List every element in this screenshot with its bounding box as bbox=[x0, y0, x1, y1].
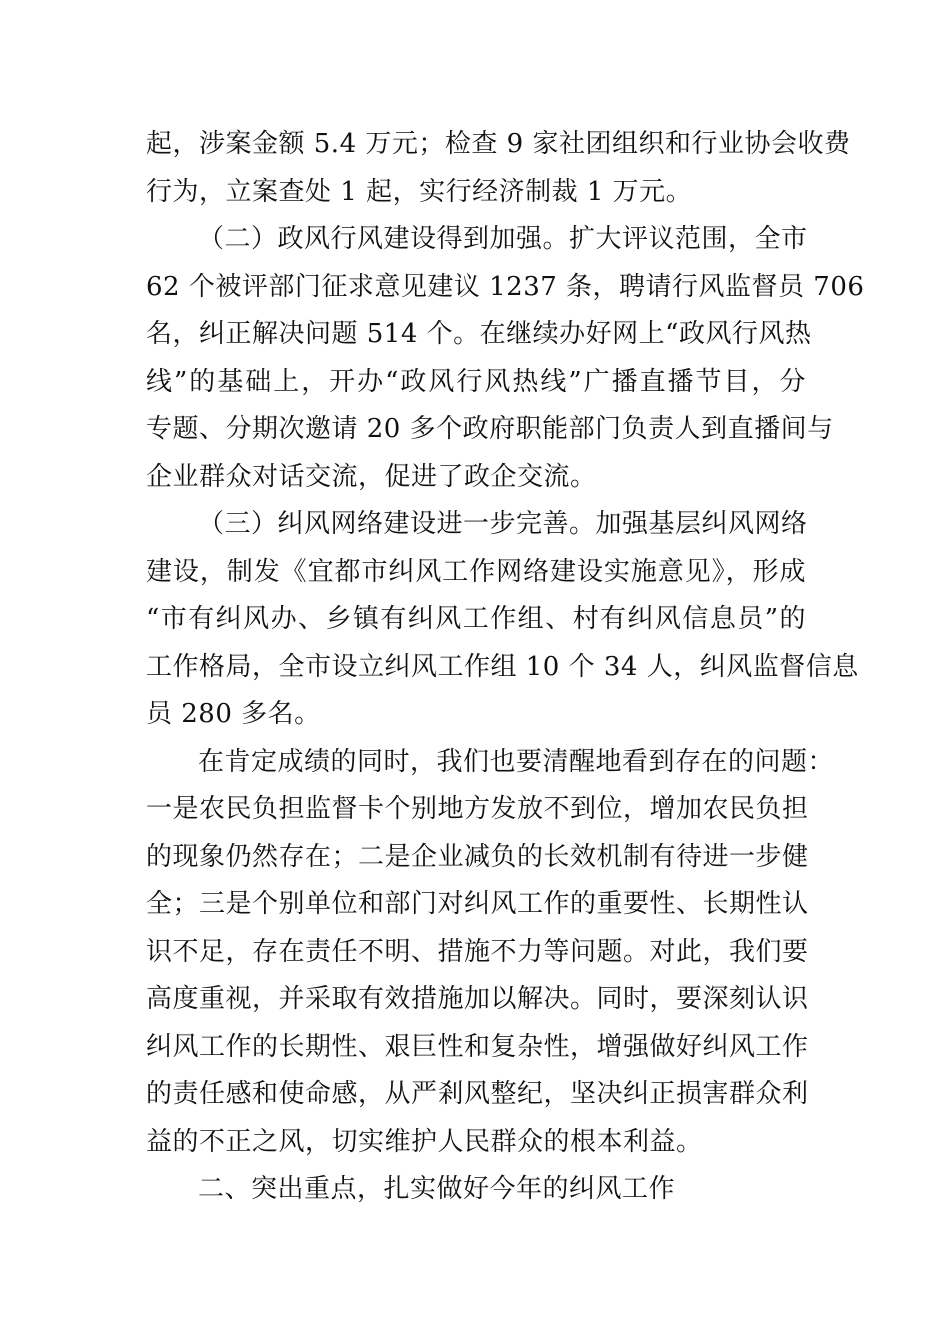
paragraph-section-two bbox=[146, 216, 865, 501]
text-line: 的现象仍然存在；二是企业减负的长效机制有待进一步健 bbox=[146, 841, 809, 872]
text-line: 员 280 多名。 bbox=[146, 699, 321, 729]
text-line: 识不足，存在责任不明、措施不力等问题。对此，我们要 bbox=[146, 936, 809, 967]
text-line: 工作格局，全市设立纠风工作组 10 个 34 人，纠风监督信息 bbox=[146, 651, 859, 682]
text-line: 名，纠正解决问题 514 个。在继续办好网上“政风行风热 bbox=[146, 319, 812, 349]
text-line: 线”的基础上，开办“政风行风热线”广播直播节目，分 bbox=[146, 366, 806, 397]
paragraph-case-summary bbox=[146, 121, 851, 216]
text-line: 纠风工作的长期性、艰巨性和复杂性，增强做好纠风工作 bbox=[146, 1031, 809, 1062]
text-line: （三）纠风网络建设进一步完善。加强基层纠风网络 bbox=[198, 509, 808, 539]
text-line: 62 个被评部门征求意见建议 1237 条，聘请行风监督员 706 bbox=[146, 271, 865, 302]
heading-line: 二、突出重点，扎实做好今年的纠风工作 bbox=[198, 1174, 676, 1204]
section-heading bbox=[146, 1166, 806, 1214]
document-body bbox=[146, 121, 865, 1214]
text-line: “市有纠风办、乡镇有纠风工作组、村有纠风信息员”的 bbox=[146, 604, 806, 634]
text-line: 专题、分期次邀请 20 多个政府职能部门负责人到直播间与 bbox=[146, 414, 834, 444]
text-line: 一是农民负担监督卡个别地方发放不到位，增加农民负担 bbox=[146, 794, 809, 824]
text-line: 建设，制发《宜都市纠风工作网络建设实施意见》，形成 bbox=[146, 556, 806, 587]
text-line: 的责任感和使命感，从严剎风整纪，坚决纠正损害群众利 bbox=[146, 1079, 809, 1109]
text-line: 企业群众对话交流，促进了政企交流。 bbox=[146, 461, 597, 492]
text-line: 行为，立案查处 1 起，实行经济制裁 1 万元。 bbox=[146, 176, 693, 207]
text-line: 益的不正之风，切实维护人民群众的根本利益。 bbox=[146, 1126, 703, 1157]
text-line: 全；三是个别单位和部门对纠风工作的重要性、长期性认 bbox=[146, 889, 809, 919]
text-line: 起，涉案金额 5.4 万元；检查 9 家社团组织和行业协会收费 bbox=[146, 129, 851, 159]
text-line: 高度重视，并采取有效措施加以解决。同时，要深刻认识 bbox=[146, 984, 809, 1014]
text-line: （二）政风行风建设得到加强。扩大评议范围，全市 bbox=[198, 224, 808, 254]
paragraph-section-three bbox=[146, 501, 859, 739]
paragraph-problems bbox=[146, 739, 835, 1167]
text-line: 在肯定成绩的同时，我们也要清醒地看到存在的问题： bbox=[198, 746, 835, 777]
